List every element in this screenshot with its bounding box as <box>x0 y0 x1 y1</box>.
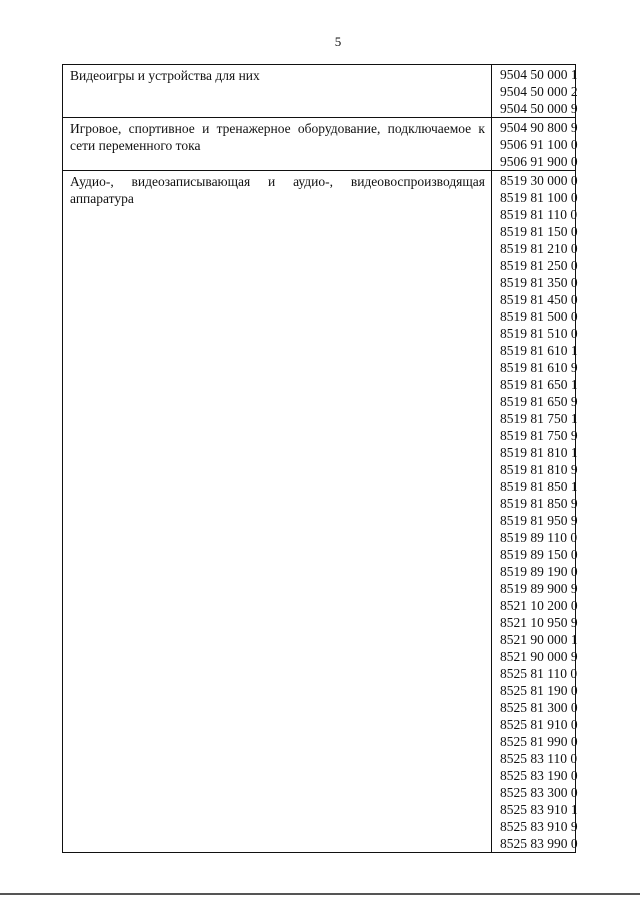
tn-ved-code: 8519 81 510 0 <box>500 326 578 341</box>
tn-ved-codes-cell <box>492 65 576 118</box>
tn-ved-code: 8519 89 900 9 <box>500 581 578 596</box>
product-name: Игровое, спортивное и тренажерное оборудование, подключаемое к сети переменного тока <box>63 118 492 171</box>
tn-ved-code: 8519 81 350 0 <box>500 275 578 290</box>
tn-ved-code: 8525 83 190 0 <box>500 768 578 783</box>
table-row <box>63 171 576 853</box>
tn-ved-code: 8525 83 910 9 <box>500 819 578 834</box>
tn-ved-code: 8519 81 610 1 <box>500 343 578 358</box>
tn-ved-code: 9506 91 100 0 <box>500 137 578 152</box>
product-name: Видеоигры и устройства для них <box>63 65 492 118</box>
tn-ved-code: 8525 81 910 0 <box>500 717 578 732</box>
tn-ved-code: 8525 81 990 0 <box>500 734 578 749</box>
tn-ved-code: 9504 50 000 2 <box>500 84 578 99</box>
table-body <box>63 65 576 853</box>
table-row <box>63 65 576 118</box>
tn-ved-code: 8519 81 750 1 <box>500 411 578 426</box>
tn-ved-code: 8519 30 000 0 <box>500 173 578 188</box>
tn-ved-codes-cell <box>492 118 576 171</box>
tn-ved-code: 8519 81 110 0 <box>500 207 578 222</box>
tn-ved-code: 8519 81 850 1 <box>500 479 578 494</box>
tn-ved-code: 8519 81 650 1 <box>500 377 578 392</box>
tn-ved-code: 8519 81 950 9 <box>500 513 578 528</box>
tn-ved-code: 8519 81 150 0 <box>500 224 578 239</box>
tn-ved-code: 8519 81 100 0 <box>500 190 578 205</box>
tn-ved-code: 8519 89 110 0 <box>500 530 578 545</box>
tn-ved-code: 8519 81 810 9 <box>500 462 578 477</box>
tn-ved-codes-cell <box>492 171 576 853</box>
tn-ved-code: 8525 81 300 0 <box>500 700 578 715</box>
tn-ved-code: 8519 89 190 0 <box>500 564 578 579</box>
tn-ved-code: 9504 90 800 9 <box>500 120 578 135</box>
product-codes-table <box>62 64 576 853</box>
tn-ved-code: 8525 83 910 1 <box>500 802 578 817</box>
table-row <box>63 118 576 171</box>
tn-ved-code: 8521 90 000 9 <box>500 649 578 664</box>
tn-ved-code: 8525 83 990 0 <box>500 836 578 851</box>
tn-ved-code: 8519 89 150 0 <box>500 547 578 562</box>
tn-ved-code: 8519 81 810 1 <box>500 445 578 460</box>
tn-ved-code: 9506 91 900 0 <box>500 154 578 169</box>
tn-ved-code: 8521 10 950 9 <box>500 615 578 630</box>
product-name: Аудио-, видеозаписывающая и аудио-, видеовоспроизводящая аппаратура <box>63 171 492 853</box>
tn-ved-code: 8525 81 190 0 <box>500 683 578 698</box>
tn-ved-code: 9504 50 000 9 <box>500 101 578 116</box>
tn-ved-code: 8521 10 200 0 <box>500 598 578 613</box>
page-number: 5 <box>334 34 342 49</box>
tn-ved-code: 8521 90 000 1 <box>500 632 578 647</box>
tn-ved-code: 8519 81 500 0 <box>500 309 578 324</box>
tn-ved-code: 8525 81 110 0 <box>500 666 578 681</box>
scan-edge-line <box>0 893 640 895</box>
tn-ved-code: 8525 83 300 0 <box>500 785 578 800</box>
tn-ved-code: 8519 81 250 0 <box>500 258 578 273</box>
tn-ved-code: 8519 81 610 9 <box>500 360 578 375</box>
tn-ved-code: 8519 81 650 9 <box>500 394 578 409</box>
tn-ved-code: 8519 81 750 9 <box>500 428 578 443</box>
tn-ved-code: 8519 81 850 9 <box>500 496 578 511</box>
tn-ved-code: 8519 81 450 0 <box>500 292 578 307</box>
tn-ved-code: 8525 83 110 0 <box>500 751 578 766</box>
tn-ved-code: 8519 81 210 0 <box>500 241 578 256</box>
tn-ved-code: 9504 50 000 1 <box>500 67 578 82</box>
